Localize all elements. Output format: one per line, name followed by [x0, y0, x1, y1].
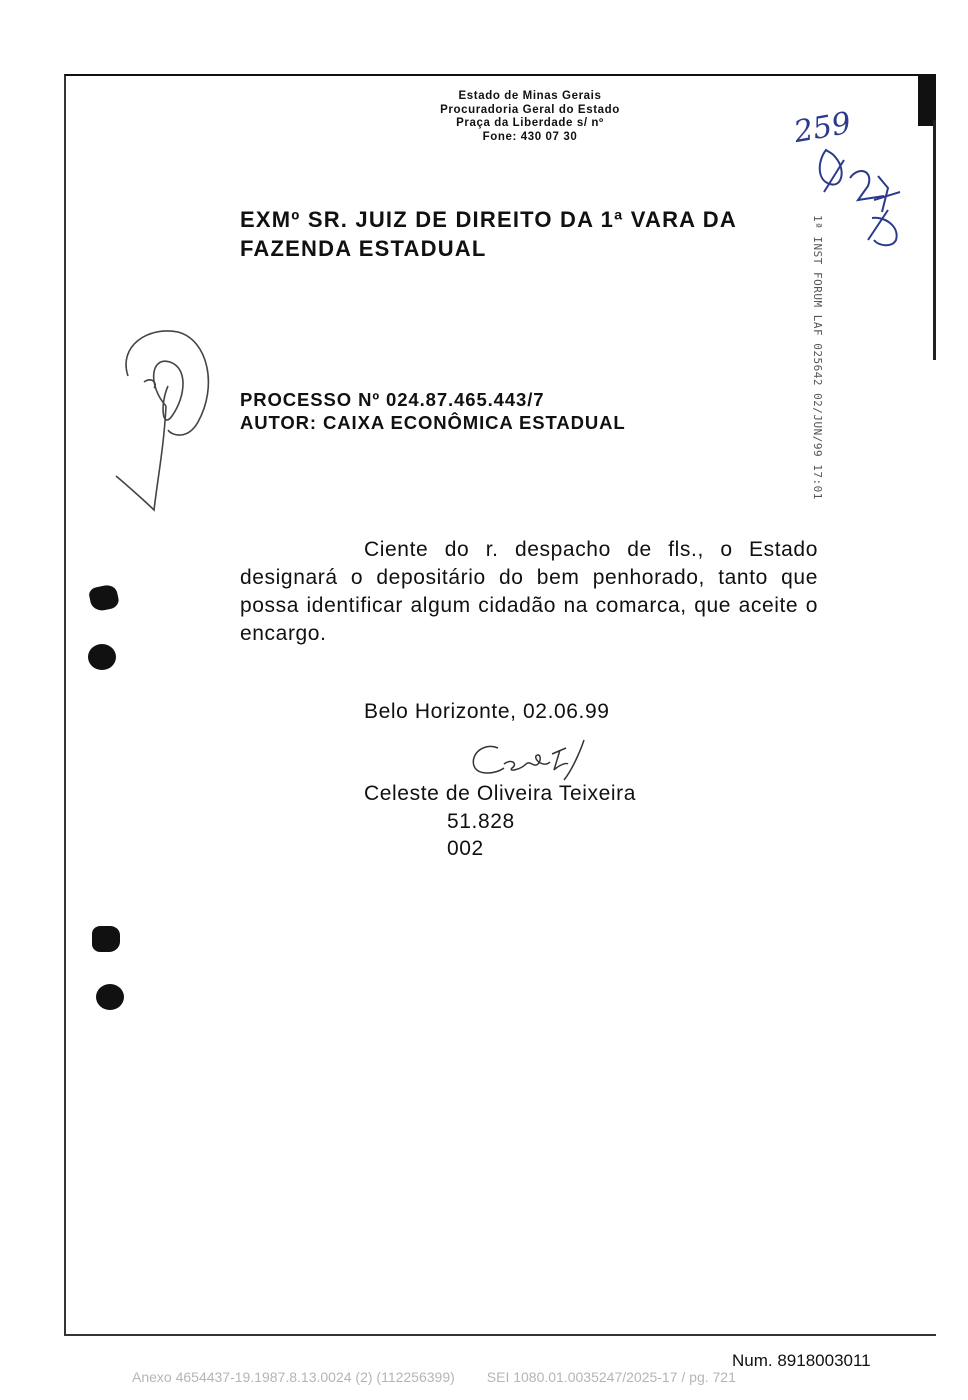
- punch-hole: [92, 926, 120, 952]
- letterhead: [370, 90, 690, 144]
- footer-sei: SEI 1080.01.0035247/2025-17 / pg. 721: [486, 1369, 736, 1385]
- punch-hole: [96, 984, 124, 1010]
- footer-metadata: [132, 1369, 736, 1385]
- signer-code: 002: [447, 837, 484, 860]
- footer-document-number: Num. 8918003011: [732, 1351, 871, 1370]
- city-date: Belo Horizonte, 02.06.99: [364, 700, 610, 723]
- scan-edge-line: [933, 120, 936, 360]
- signature: [468, 734, 598, 784]
- addressee: [240, 205, 840, 263]
- page-number-text: 259: [791, 105, 854, 151]
- letterhead-office: Procuradoria Geral do Estado: [440, 103, 620, 116]
- protocol-stamp-text: 1ª INST FORUM LAF 025642 02/JUN/99 17:01: [811, 215, 824, 500]
- handwritten-page-number: [788, 100, 918, 250]
- protocol-stamp: [786, 215, 846, 565]
- scan-edge-shadow: [918, 74, 936, 126]
- letterhead-address: Praça da Liberdade s/ nº: [456, 117, 604, 129]
- signer-id: 51.828: [447, 810, 515, 833]
- punch-hole: [88, 644, 116, 670]
- body-paragraph: Ciente do r. despacho de fls., o Estado designará o depositário do bem penhorado, tanto que possa identificar algum cidadão na comarca, que aceite o encargo.: [240, 538, 818, 645]
- handwritten-initials: [108, 326, 218, 516]
- addressee-line-2: FAZENDA ESTADUAL: [240, 236, 487, 261]
- process-author: AUTOR: CAIXA ECONÔMICA ESTADUAL: [240, 412, 626, 433]
- process-info: [240, 388, 800, 434]
- process-number: PROCESSO Nº 024.87.465.443/7: [240, 389, 545, 410]
- signer-name: Celeste de Oliveira Teixeira: [364, 782, 637, 805]
- footer-anexo: Anexo 4654437-19.1987.8.13.0024 (2) (112256399): [132, 1369, 455, 1385]
- letterhead-phone: Fone: 430 07 30: [482, 130, 578, 143]
- addressee-line-1: EXMº SR. JUIZ DE DIREITO DA 1ª VARA DA: [240, 207, 737, 232]
- letterhead-state: Estado de Minas Gerais: [458, 90, 602, 102]
